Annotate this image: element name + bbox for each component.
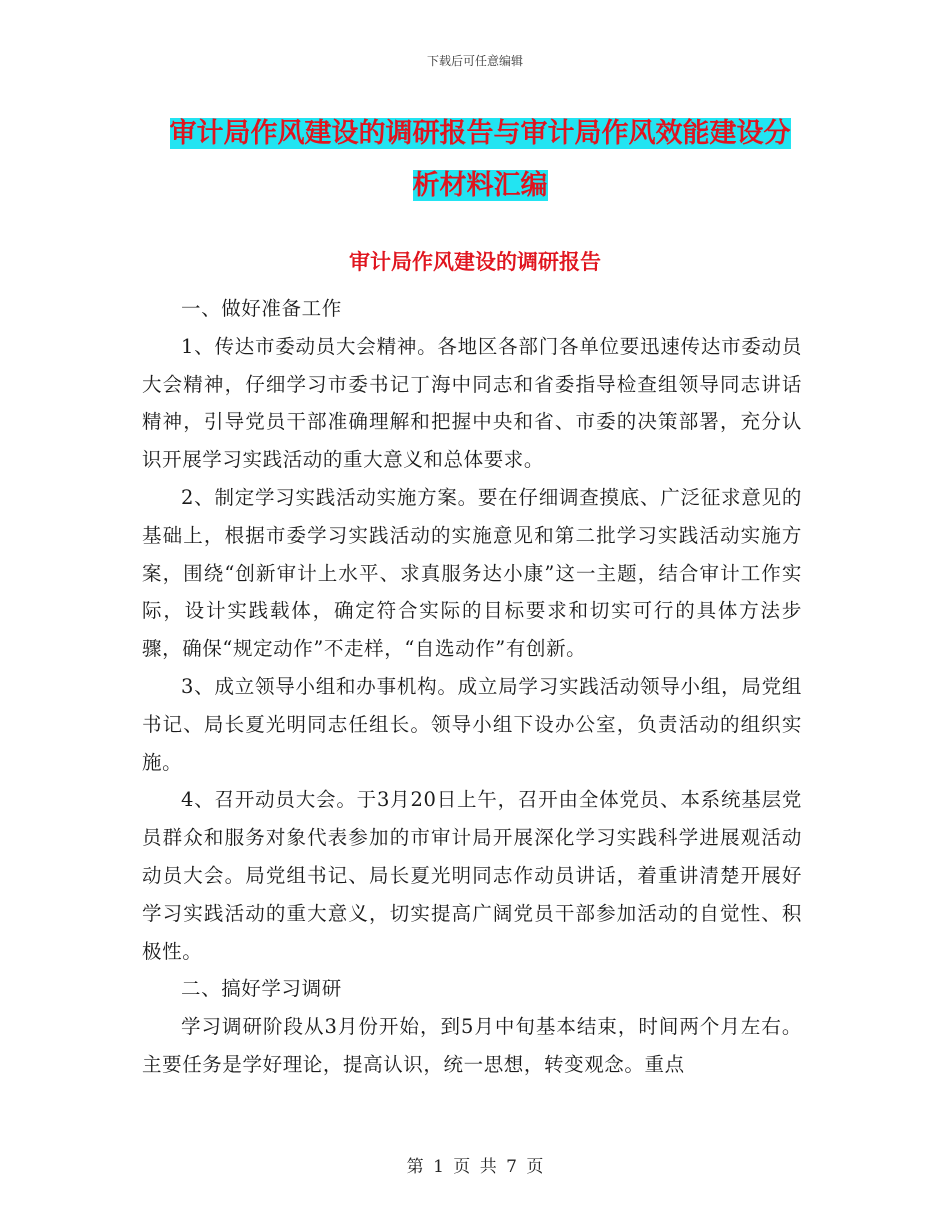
header-note: 下载后可任意编辑 [426, 54, 523, 68]
document-body [142, 290, 802, 1084]
heading-study-research: 二、搞好学习调研 [181, 977, 342, 1001]
page-number: 第 1 页 共 7 页 [406, 1157, 544, 1177]
paragraph-4: 4、召开动员大会。于3月20日上午，召开由全体党员、本系统基层党员群众和服务对象代表参加的市审计局开展深化学习实践科学进展观活动动员大会。局党组书记、局长夏光明同志作动员讲话，着重讲清楚开展好学习实践活动的重大意义，切实提高广阔党员干部参加活动的自觉性、积极性。 [142, 788, 802, 963]
paragraph-1: 1、传达市委动员大会精神。各地区各部门各单位要迅速传达市委动员大会精神，仔细学习市委书记丁海中同志和省委指导检查组领导同志讲话精神，引导党员干部准确理解和把握中央和省、市委的决策部署，充分认识开展学习实践活动的重大意义和总体要求。 [142, 334, 802, 472]
section-title: 审计局作风建设的调研报告 [349, 250, 601, 274]
paragraph-2: 2、制定学习实践活动实施方案。要在仔细调查摸底、广泛征求意见的基础上，根据市委学习实践活动的实施意见和第二批学习实践活动实施方案，围绕“创新审计上水平、求真服务达小康”这一主题，结合审计工作实际，设计实践载体，确定符合实际的目标要求和切实可行的具体方法步骤，确保“规定动作”不走样，“自选动作”有创新。 [142, 485, 802, 661]
document-title-line-1: 审计局作风建设的调研报告与审计局作风效能建设分 [169, 118, 791, 149]
document-title-line-2: 析材料汇编 [412, 170, 548, 201]
heading-prepare-work: 一、做好准备工作 [181, 297, 342, 320]
paragraph-5: 学习调研阶段从3月份开始，到5月中旬基本结束，时间两个月左右。主要任务是学好理论，提高认识，统一思想，转变观念。重点 [142, 1015, 802, 1076]
paragraph-3: 3、成立领导小组和办事机构。成立局学习实践活动领导小组，局党组书记、局长夏光明同志任组长。领导小组下设办公室，负责活动的组织实施。 [142, 674, 802, 774]
document-title [140, 108, 820, 212]
